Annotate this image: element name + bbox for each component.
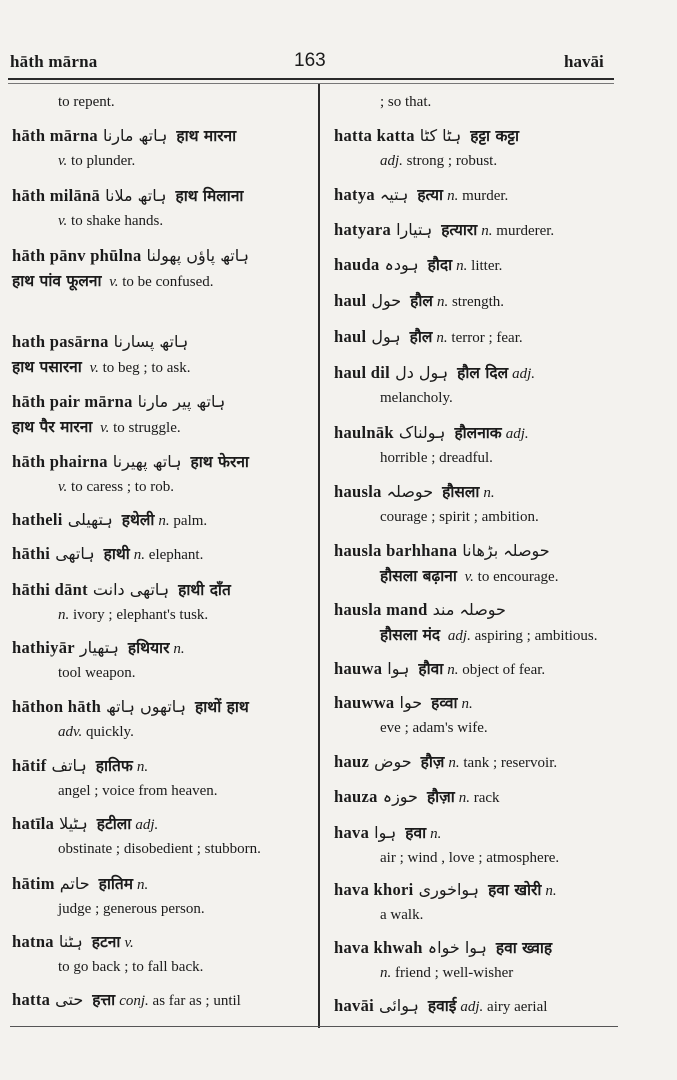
urdu-text: ہوا خواہ	[427, 938, 487, 957]
dictionary-entry	[12, 184, 308, 233]
headword: hatyara	[334, 220, 392, 239]
hindi-text: हातिम	[98, 875, 133, 893]
part-of-speech: n.	[481, 223, 493, 239]
dictionary-entry	[12, 695, 308, 744]
dictionary-entry	[334, 657, 624, 682]
part-of-speech: adj.	[512, 366, 535, 382]
urdu-text: حوزہ	[382, 787, 418, 806]
definition: murderer.	[496, 223, 555, 239]
headword: hāth mārna	[12, 126, 98, 145]
dictionary-entry	[12, 124, 308, 173]
header-rule-thin	[8, 83, 614, 84]
hindi-text: हाथों हाथ	[195, 698, 249, 716]
definition: horrible ; dreadful.	[380, 450, 493, 466]
urdu-text: ہتیارا	[396, 220, 433, 239]
part-of-speech: n.	[448, 755, 460, 771]
headword: hauda	[334, 255, 380, 274]
part-of-speech: conj.	[119, 993, 149, 1009]
header-rule	[8, 78, 614, 80]
hindi-text: हाथी	[103, 545, 130, 563]
urdu-text: ہاتھی	[55, 544, 95, 563]
headword: hatna	[12, 932, 54, 951]
definition: eve ; adam's wife.	[380, 720, 488, 736]
definition: rack	[473, 790, 500, 806]
part-of-speech: n.	[436, 330, 448, 346]
hindi-text: हौल दिल	[457, 364, 509, 382]
dictionary-entry	[334, 124, 624, 173]
part-of-speech: n.	[545, 883, 557, 899]
urdu-text: حاتم	[59, 874, 90, 893]
definition: to struggle.	[113, 420, 181, 436]
headword: hatheli	[12, 510, 63, 529]
dictionary-entry	[12, 872, 308, 921]
part-of-speech: n.	[158, 513, 170, 529]
part-of-speech: n.	[483, 485, 495, 501]
dictionary-entry	[334, 421, 624, 470]
urdu-text: ہٹیلا	[59, 814, 88, 833]
urdu-text: ہتیہ	[379, 185, 409, 204]
hindi-text: हौल	[409, 328, 433, 346]
dictionary-entry	[334, 289, 624, 314]
dictionary-entry	[12, 542, 308, 567]
part-of-speech: n.	[447, 188, 459, 204]
urdu-text: ہاتھوں ہاتھ	[106, 697, 187, 716]
part-of-speech: adj.	[380, 153, 403, 169]
definition: to shake hands.	[71, 213, 164, 229]
headword: hāth phairna	[12, 452, 108, 471]
definition: to caress ; to rob.	[71, 479, 174, 495]
part-of-speech: v.	[58, 479, 68, 495]
part-of-speech: adj.	[505, 426, 529, 442]
hindi-text: हथेली	[121, 511, 155, 529]
hindi-text: हाथ मारना	[176, 127, 237, 145]
dictionary-entry	[334, 750, 624, 775]
part-of-speech: n.	[137, 877, 149, 893]
definition: elephant.	[148, 547, 204, 563]
dictionary-entry	[334, 480, 624, 529]
urdu-text: ہٹنا	[58, 932, 83, 951]
headword: hath pasārna	[12, 332, 109, 351]
headword: hatya	[334, 185, 375, 204]
definition: to go back ; to fall back.	[58, 959, 204, 975]
hindi-text: हाथी दाँत	[178, 581, 231, 599]
dictionary-entry	[12, 754, 308, 803]
headword: hava khori	[334, 880, 414, 899]
headword: hava	[334, 823, 370, 842]
headword: haul	[334, 291, 367, 310]
definition: object of fear.	[462, 662, 546, 678]
dictionary-entry	[12, 930, 308, 979]
hindi-text: हटीला	[96, 815, 132, 833]
dictionary-entry	[12, 244, 308, 294]
headword: havāi	[334, 996, 375, 1015]
footer-rule	[10, 1026, 618, 1027]
urdu-text: ہولناک	[398, 423, 446, 442]
definition: to encourage.	[477, 569, 559, 585]
urdu-text: ہاتھ پسارنا	[113, 332, 189, 351]
urdu-text: حتی	[55, 990, 84, 1009]
urdu-text: ہاتھ پاؤں پھولنا	[146, 246, 250, 265]
part-of-speech: n.	[136, 759, 149, 775]
hindi-text: हौसला बढ़ाना	[380, 567, 457, 585]
headword: hauwwa	[334, 693, 395, 712]
definition: strong ; robust.	[406, 153, 498, 169]
dictionary-entry	[334, 183, 624, 208]
hindi-text: हटना	[91, 933, 121, 951]
headword: hava khwah	[334, 938, 423, 957]
dictionary-entry	[334, 785, 624, 810]
hindi-text: हवा	[405, 824, 427, 842]
definition: aspiring ; ambitious.	[474, 628, 598, 644]
urdu-text: ہوائی	[379, 996, 419, 1015]
dictionary-entry	[334, 878, 624, 927]
hindi-text: हौज़ा	[426, 788, 455, 806]
dictionary-entry	[334, 598, 624, 648]
dictionary-entry	[334, 325, 624, 350]
urdu-text: ہتھیلی	[67, 510, 113, 529]
headword: hāthi	[12, 544, 51, 563]
headword: hausla	[334, 482, 382, 501]
part-of-speech: v.	[464, 569, 474, 585]
urdu-text: ہاتھ پھیرنا	[112, 452, 182, 471]
dictionary-entry	[334, 936, 624, 985]
urdu-text: حوا	[399, 693, 423, 712]
dictionary-entry	[12, 390, 308, 440]
hindi-text: हवा ख्वाह	[495, 939, 553, 957]
urdu-text: حول	[371, 291, 402, 310]
part-of-speech: adv.	[58, 724, 83, 740]
urdu-text: ہول دل	[395, 363, 449, 382]
hindi-text: हौलनाक	[454, 424, 502, 442]
running-head-left: hāth mārna	[10, 52, 98, 71]
hindi-text: हौसला	[442, 483, 480, 501]
hindi-text: हत्ता	[92, 991, 116, 1009]
part-of-speech: v.	[124, 935, 134, 951]
headword: hausla barhhana	[334, 541, 458, 560]
headword: hatta	[12, 990, 51, 1009]
definition: strength.	[451, 294, 505, 310]
urdu-text: ہٹا کٹا	[419, 126, 462, 145]
part-of-speech: adj.	[460, 999, 484, 1015]
headword: hausla mand	[334, 600, 428, 619]
headword: haul dil	[334, 363, 391, 382]
hindi-text: हौसला मंद	[380, 626, 441, 644]
hindi-text: हवा खोरी	[488, 881, 542, 899]
definition: quickly.	[86, 724, 134, 740]
part-of-speech: v.	[58, 153, 68, 169]
definition: to beg ; to ask.	[102, 360, 191, 376]
part-of-speech: v.	[58, 213, 68, 229]
headword: haul	[334, 327, 367, 346]
hindi-text: हाथ पांव फूलना	[12, 272, 102, 290]
headword: hatta katta	[334, 126, 415, 145]
headword: hāthi dānt	[12, 580, 88, 599]
part-of-speech: n.	[447, 662, 459, 678]
page-number: 163	[294, 50, 326, 71]
headword: hāth pair mārna	[12, 392, 133, 411]
dictionary-entry	[12, 636, 308, 685]
headword: hāth pānv phūlna	[12, 246, 142, 265]
dictionary-entry	[334, 361, 624, 410]
part-of-speech: n.	[380, 965, 392, 981]
hindi-text: हौज़	[420, 753, 445, 771]
dictionary-entry	[12, 988, 308, 1013]
hindi-text: हाथ पैर मारना	[12, 418, 93, 436]
headword: hathiyār	[12, 638, 75, 657]
headword: hāth milānā	[12, 186, 101, 205]
hindi-text: हत्या	[417, 186, 444, 204]
hindi-text: हाथ पसारना	[12, 358, 82, 376]
definition: to be confused.	[122, 274, 214, 290]
definition: to plunder.	[71, 153, 136, 169]
hindi-text: हत्यारा	[441, 221, 478, 239]
part-of-speech: n.	[58, 607, 70, 623]
part-of-speech: v.	[100, 420, 110, 436]
part-of-speech: v.	[109, 274, 119, 290]
headword: hatīla	[12, 814, 55, 833]
hindi-text: हौल	[410, 292, 433, 310]
hindi-text: हव्वा	[431, 694, 458, 712]
part-of-speech: adj.	[135, 817, 159, 833]
definition: airy aerial	[487, 999, 548, 1015]
hindi-text: हथियार	[127, 639, 170, 657]
urdu-text: ہول	[371, 327, 401, 346]
headword: hauz	[334, 752, 370, 771]
urdu-text: ہاتھی دانت	[92, 580, 170, 599]
dictionary-entry	[12, 450, 308, 499]
definition: obstinate ; disobedient ; stubborn.	[58, 841, 261, 857]
dictionary-entry	[12, 330, 308, 380]
urdu-text: ہتھیار	[79, 638, 119, 657]
dictionary-entry	[334, 539, 624, 589]
definition: courage ; spirit ; ambition.	[380, 509, 539, 525]
dictionary-entry	[334, 994, 624, 1019]
definition: angel ; voice from heaven.	[58, 783, 218, 799]
hindi-text: हातिफ	[95, 757, 133, 775]
definition: murder.	[462, 188, 509, 204]
part-of-speech: n.	[458, 790, 470, 806]
hindi-text: हट्टा कट्टा	[470, 127, 519, 145]
hindi-text: हाथ मिलाना	[175, 187, 244, 205]
part-of-speech: n.	[430, 826, 442, 842]
part-of-speech: n.	[456, 258, 468, 274]
definition: terror ; fear.	[451, 330, 523, 346]
hindi-text: हवाई	[427, 997, 457, 1015]
dictionary-entry	[334, 253, 624, 278]
urdu-text: ہودہ	[384, 255, 419, 274]
definition: litter.	[471, 258, 503, 274]
urdu-text: حوصلہ بڑھانا	[462, 541, 550, 560]
running-head-right: havāi	[564, 52, 604, 71]
part-of-speech: n.	[461, 696, 473, 712]
hindi-text: हौवा	[418, 660, 444, 678]
urdu-text: ہاتف	[51, 756, 87, 775]
dictionary-entry	[12, 508, 308, 533]
headword: hauza	[334, 787, 378, 806]
definition: friend ; well-wisher	[395, 965, 514, 981]
headword: hāthon hāth	[12, 697, 102, 716]
part-of-speech: n.	[133, 547, 146, 563]
continuation-text: to repent.	[58, 94, 115, 110]
headword: hātim	[12, 874, 55, 893]
urdu-text: ہوا	[387, 659, 410, 678]
part-of-speech: v.	[89, 360, 99, 376]
headword: hauwa	[334, 659, 383, 678]
definition: air ; wind , love ; atmosphere.	[380, 850, 560, 866]
urdu-text: ہواخوری	[418, 880, 480, 899]
dictionary-entry	[12, 578, 308, 627]
part-of-speech: n.	[173, 641, 185, 657]
dictionary-entry	[334, 218, 624, 243]
definition: palm.	[173, 513, 208, 529]
urdu-text: حوصلہ مند	[432, 600, 506, 619]
dictionary-entry	[12, 812, 308, 861]
column-divider	[318, 84, 320, 1028]
definition: tank ; reservoir.	[463, 755, 558, 771]
urdu-text: ہاتھ ملانا	[105, 186, 167, 205]
definition: as far as ; until	[152, 993, 241, 1009]
hindi-text: हौदा	[427, 256, 453, 274]
continuation-text: ; so that.	[380, 94, 432, 110]
urdu-text: حوض	[374, 752, 412, 771]
urdu-text: ہاتھ پیر مارنا	[137, 392, 226, 411]
urdu-text: ہاتھ مارنا	[102, 126, 168, 145]
definition: a walk.	[380, 907, 424, 923]
part-of-speech: n.	[436, 294, 449, 310]
dictionary-entry	[334, 821, 624, 870]
dictionary-entry	[334, 691, 624, 740]
definition: judge ; generous person.	[58, 901, 205, 917]
headword: hātif	[12, 756, 47, 775]
urdu-text: ہوا	[374, 823, 397, 842]
headword: haulnāk	[334, 423, 394, 442]
hindi-text: हाथ फेरना	[190, 453, 249, 471]
part-of-speech: adj.	[447, 628, 471, 644]
definition: tool weapon.	[58, 665, 136, 681]
urdu-text: حوصلہ	[386, 482, 434, 501]
definition: ivory ; elephant's tusk.	[73, 607, 209, 623]
definition: melancholy.	[380, 390, 453, 406]
